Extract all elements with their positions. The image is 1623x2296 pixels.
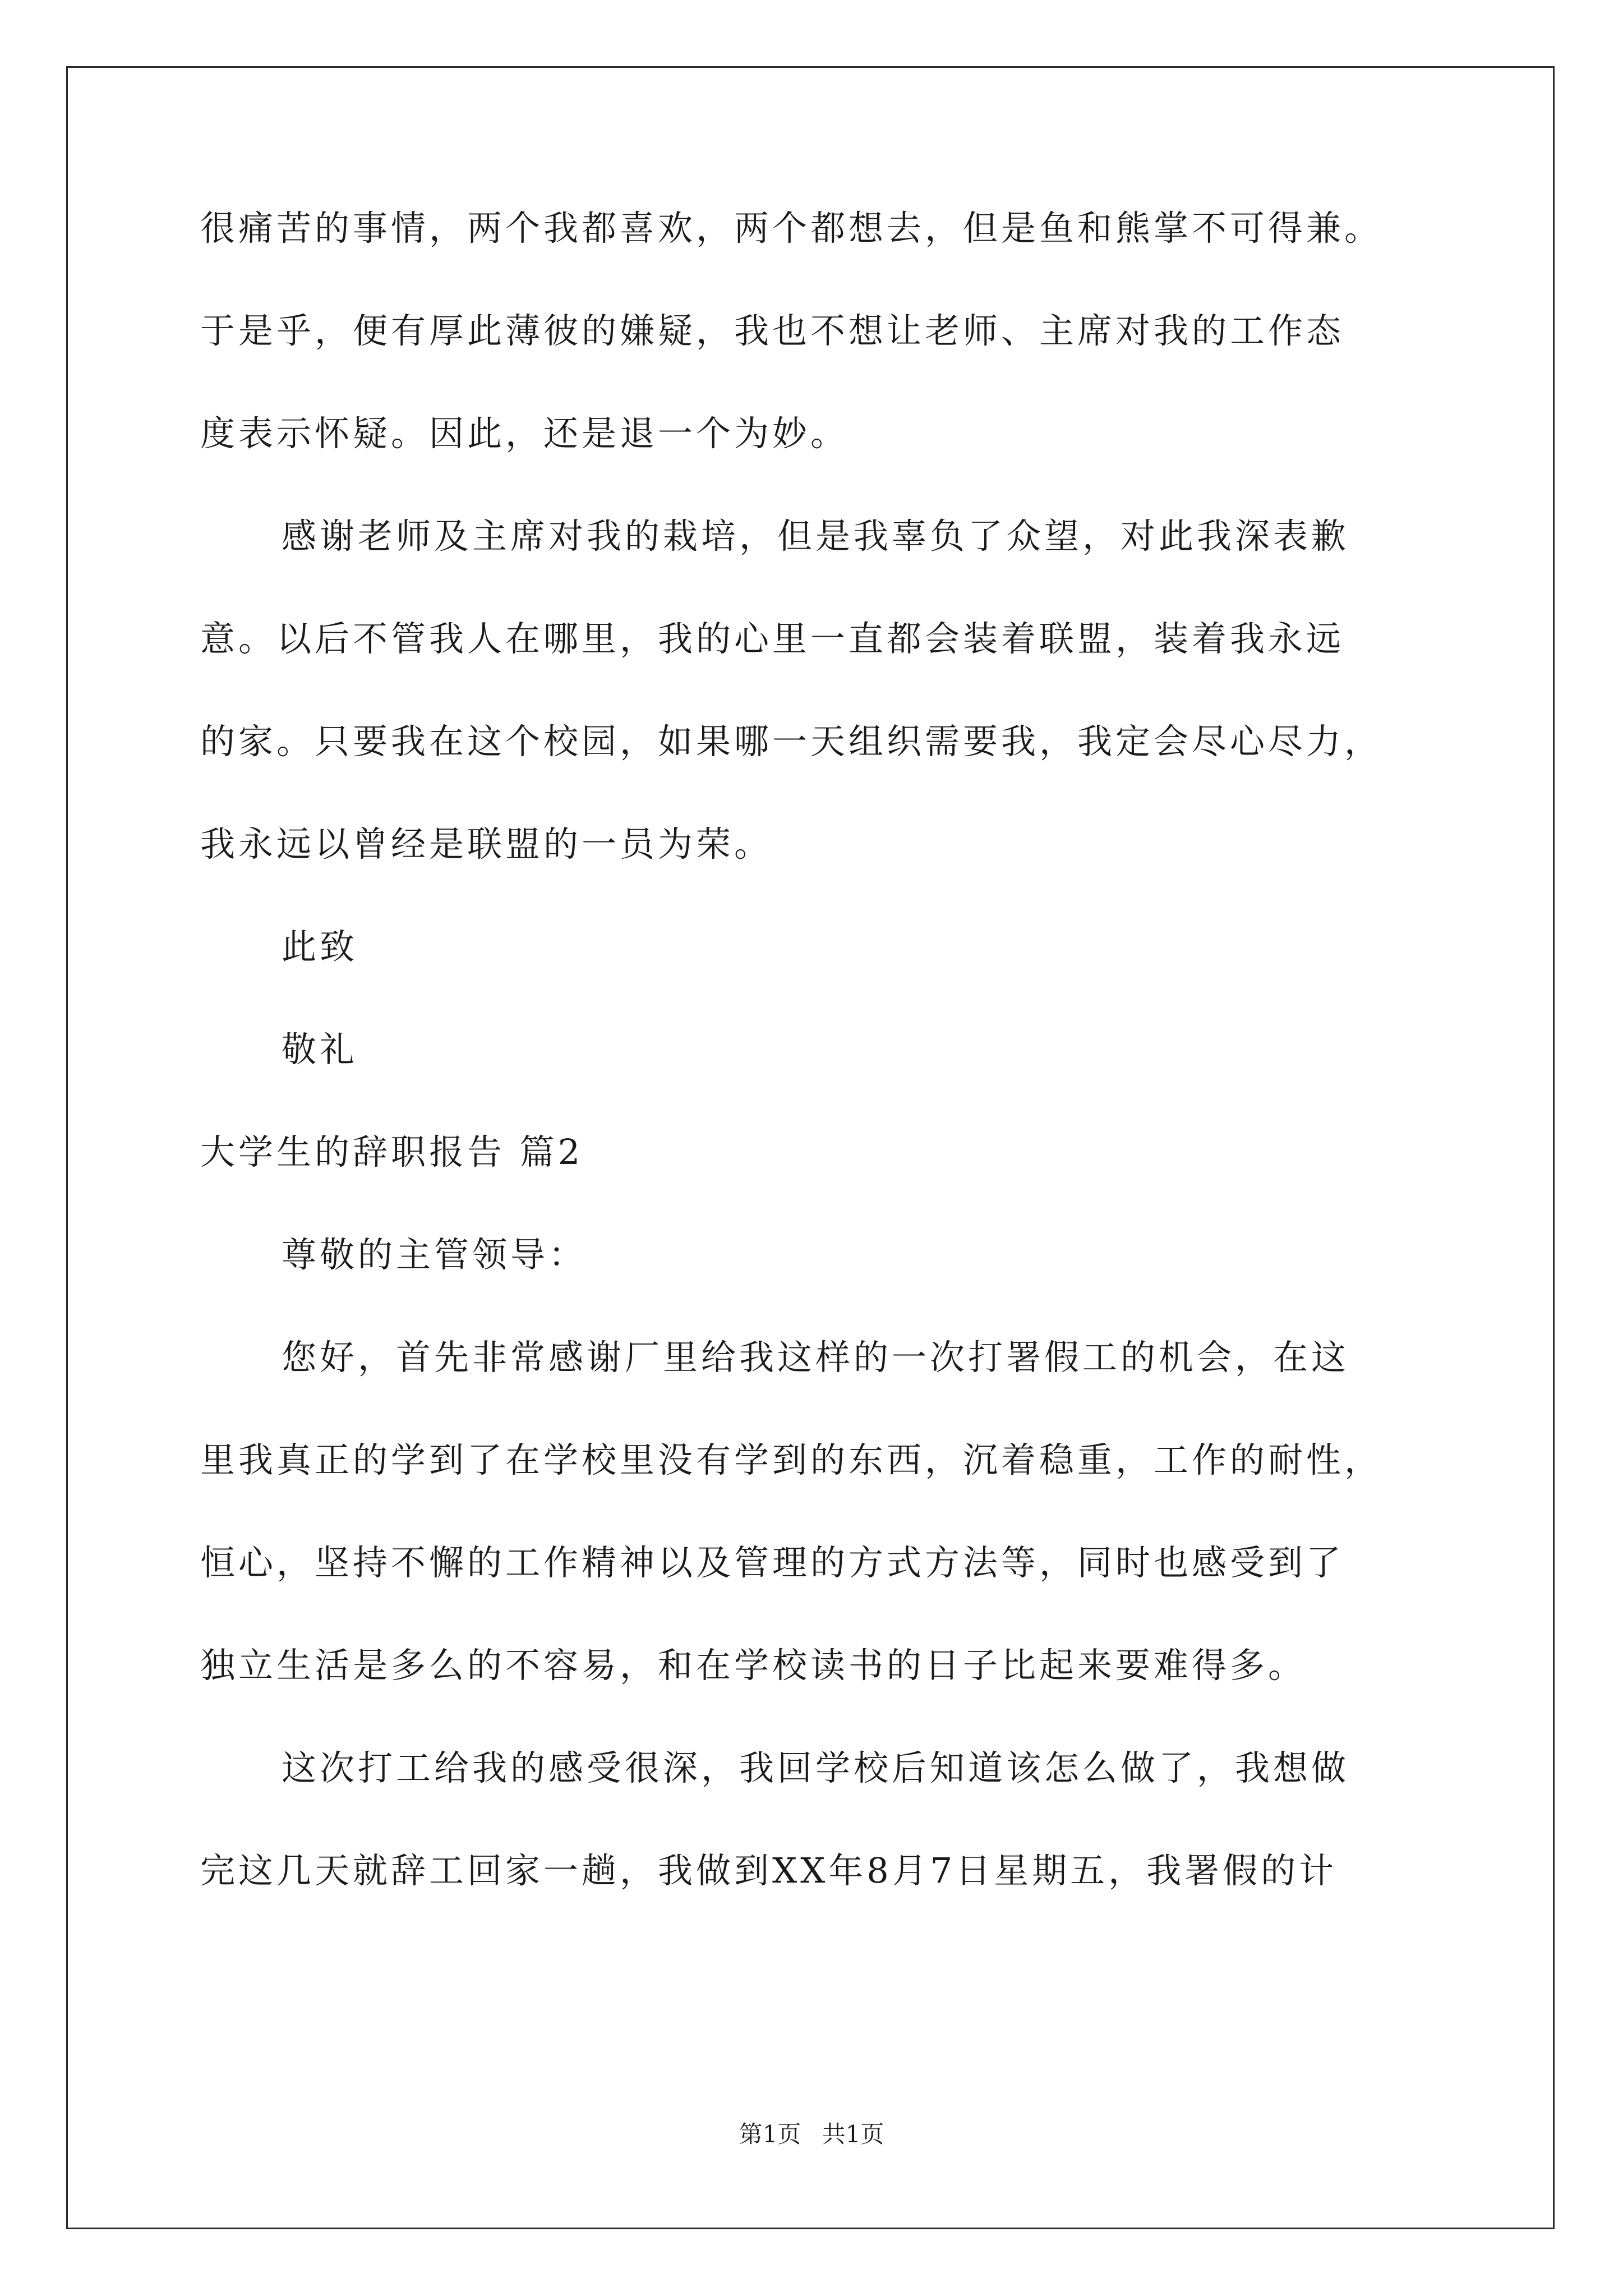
paragraph-line: 里我真正的学到了在学校里没有学到的东西，沉着稳重，工作的耐性， xyxy=(200,1439,1383,1480)
paragraph-line: 完这几天就辞工回家一趟，我做到XX年8月7日星期五，我署假的计 xyxy=(200,1850,1338,1891)
paragraph-line: 您好，首先非常感谢厂里给我这样的一次打署假工的机会，在这 xyxy=(282,1337,1350,1378)
closing-regards: 敬礼 xyxy=(282,1029,358,1070)
paragraph-line: 的家。只要我在这个校园，如果哪一天组织需要我，我定会尽心尽力， xyxy=(200,721,1383,762)
paragraph-line: 恒心，坚持不懈的工作精神以及管理的方式方法等，同时也感受到了 xyxy=(200,1542,1345,1583)
section-heading: 大学生的辞职报告 篇2 xyxy=(200,1131,584,1172)
closing-salutation: 此致 xyxy=(282,926,358,967)
page-number-total: 共1页 xyxy=(822,2120,884,2148)
page-footer xyxy=(0,2120,1623,2148)
paragraph-line: 感谢老师及主席对我的栽培，但是我辜负了众望，对此我深表歉 xyxy=(282,516,1350,556)
paragraph-line: 很痛苦的事情，两个我都喜欢，两个都想去，但是鱼和熊掌不可得兼。 xyxy=(200,208,1383,249)
greeting-line: 尊敬的主管领导： xyxy=(282,1234,587,1275)
paragraph-line: 于是乎，便有厚此薄彼的嫌疑，我也不想让老师、主席对我的工作态 xyxy=(200,310,1345,351)
paragraph-line: 意。以后不管我人在哪里，我的心里一直都会装着联盟，装着我永远 xyxy=(200,618,1345,659)
paragraph-line: 独立生活是多么的不容易，和在学校读书的日子比起来要难得多。 xyxy=(200,1645,1307,1686)
paragraph-line: 这次打工给我的感受很深，我回学校后知道该怎么做了，我想做 xyxy=(282,1747,1350,1788)
paragraph-line: 度表示怀疑。因此，还是退一个为妙。 xyxy=(200,413,849,454)
paragraph-line: 我永远以曾经是联盟的一员为荣。 xyxy=(200,823,773,864)
page-number-current: 第1页 xyxy=(739,2120,801,2148)
